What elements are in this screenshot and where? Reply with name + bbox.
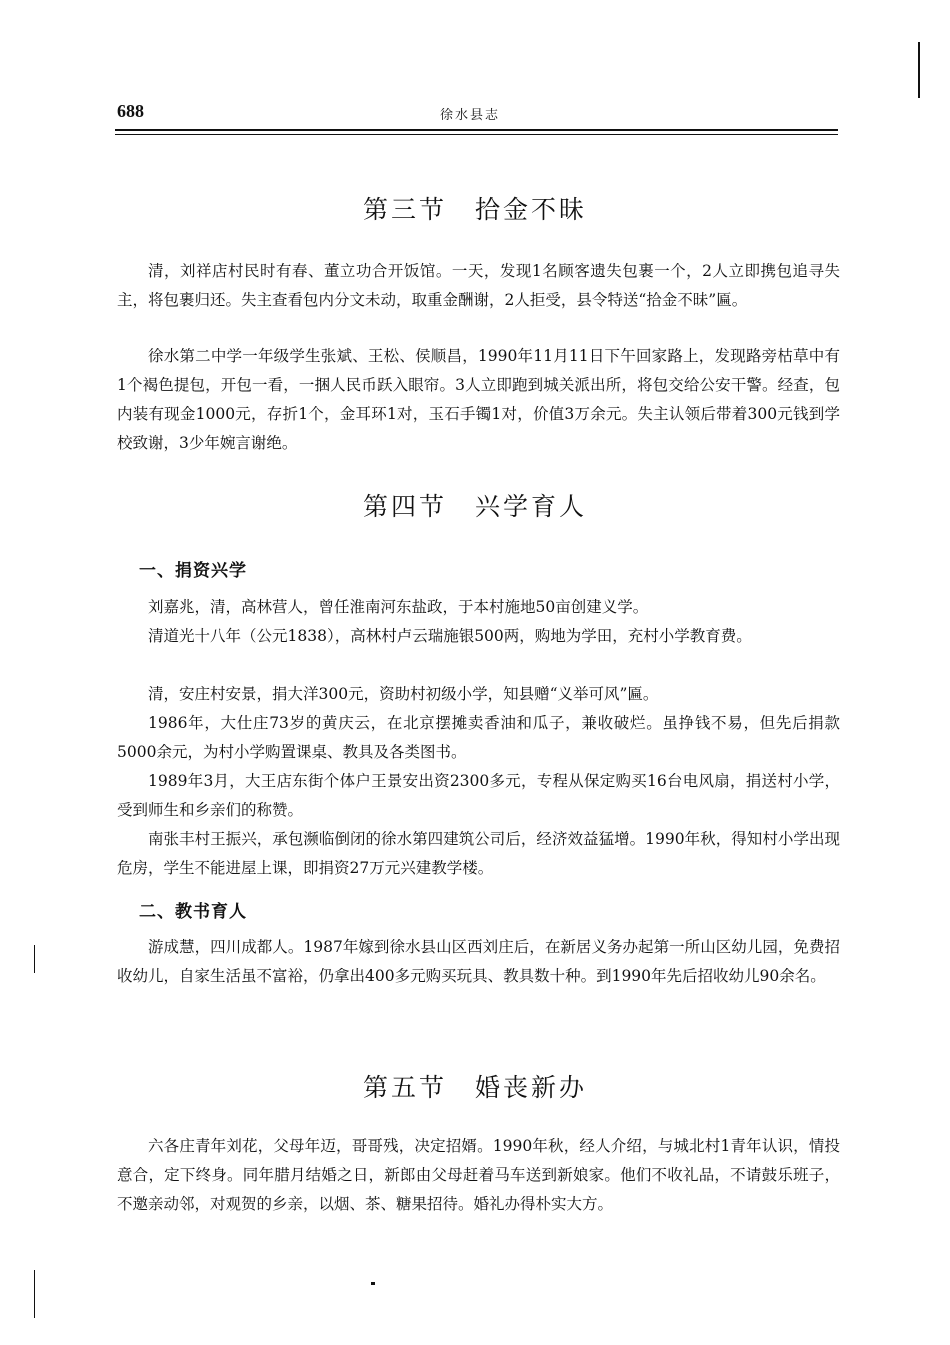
section-number: 第四节 <box>362 492 447 521</box>
running-header-title: 徐水县志 <box>440 108 501 123</box>
paragraph: 清，刘祥店村民时有春、董立功合开饭馆。一天，发现1名顾客遗失包裹一个，2人立即携包追寻失主，将包裹归还。失主查看包内分文未动，取重金酬谢，2人拒受，县令特送“拾金不昧”匾。 <box>117 262 840 309</box>
paragraph: 刘嘉兆，清，高林营人，曾任淮南河东盐政，于本村施地50亩创建义学。 <box>148 598 649 616</box>
section-number: 第五节 <box>362 1073 447 1102</box>
page-number: 688 <box>117 101 144 121</box>
paragraph: 1989年3月，大王店东街个体户王景安出资2300多元，专程从保定购买16台电风扇，捐送村小学，受到师生和乡亲们的称赞。 <box>117 772 840 819</box>
scan-speck <box>371 1282 375 1285</box>
scan-margin-mark <box>918 42 920 98</box>
subsection-heading: 一、捐资兴学 <box>139 561 247 581</box>
paragraph: 南张丰村王振兴，承包濒临倒闭的徐水第四建筑公司后，经济效益猛增。1990年秋，得知村小学出现危房，学生不能进屋上课，即捐资27万元兴建教学楼。 <box>117 830 840 877</box>
section-title-5 <box>0 1068 950 1104</box>
header-rule-thin <box>115 134 838 135</box>
section-name: 婚丧新办 <box>475 1073 588 1102</box>
scan-margin-mark <box>34 945 35 973</box>
paragraph: 清，安庄村安景，捐大洋300元，资助村初级小学，知县赠“义举可风”匾。 <box>148 685 659 703</box>
paragraph: 1986年，大仕庄73岁的黄庆云，在北京摆摊卖香油和瓜子，兼收破烂。虽挣钱不易，但先后捐款5000余元，为村小学购置课桌、教具及各类图书。 <box>117 714 840 761</box>
header-rule-thick <box>115 129 838 131</box>
section-title-3 <box>0 190 950 226</box>
section-title-4 <box>0 487 950 523</box>
paragraph: 六各庄青年刘花，父母年迈，哥哥残，决定招婿。1990年秋，经人介绍，与城北村1青年认识，情投意合，定下终身。同年腊月结婚之日，新郎由父母赶着马车送到新娘家。他们不收礼品，不请鼓乐班子，不邀亲动邻，对观贺的乡亲，以烟、茶、糖果招待。婚礼办得朴实大方。 <box>117 1137 840 1213</box>
paragraph: 徐水第二中学一年级学生张斌、王松、侯顺昌，1990年11月11日下午回家路上，发现路旁枯草中有1个褐色提包，开包一看，一捆人民币跃入眼帘。3人立即跑到城关派出所，将包交给公安干警。经查，包内装有现金1000元，存折1个，金耳环1对，玉石手镯1对，价值3万余元。失主认领后带着300元钱到学校致谢，3少年婉言谢绝。 <box>117 347 840 452</box>
subsection-heading: 二、教书育人 <box>139 902 247 922</box>
paragraph: 游成慧，四川成都人。1987年嫁到徐水县山区西刘庄后，在新居义务办起第一所山区幼儿园，免费招收幼儿，自家生活虽不富裕，仍拿出400多元购买玩具、教具数十种。到1990年先后招收幼儿90余名。 <box>117 938 840 985</box>
section-number: 第三节 <box>362 195 447 224</box>
paragraph: 清道光十八年（公元1838），高林村卢云瑞施银500两，购地为学田，充村小学教育费。 <box>148 627 752 645</box>
scan-margin-mark <box>34 1270 35 1318</box>
section-name: 拾金不昧 <box>475 195 588 224</box>
section-name: 兴学育人 <box>475 492 588 521</box>
